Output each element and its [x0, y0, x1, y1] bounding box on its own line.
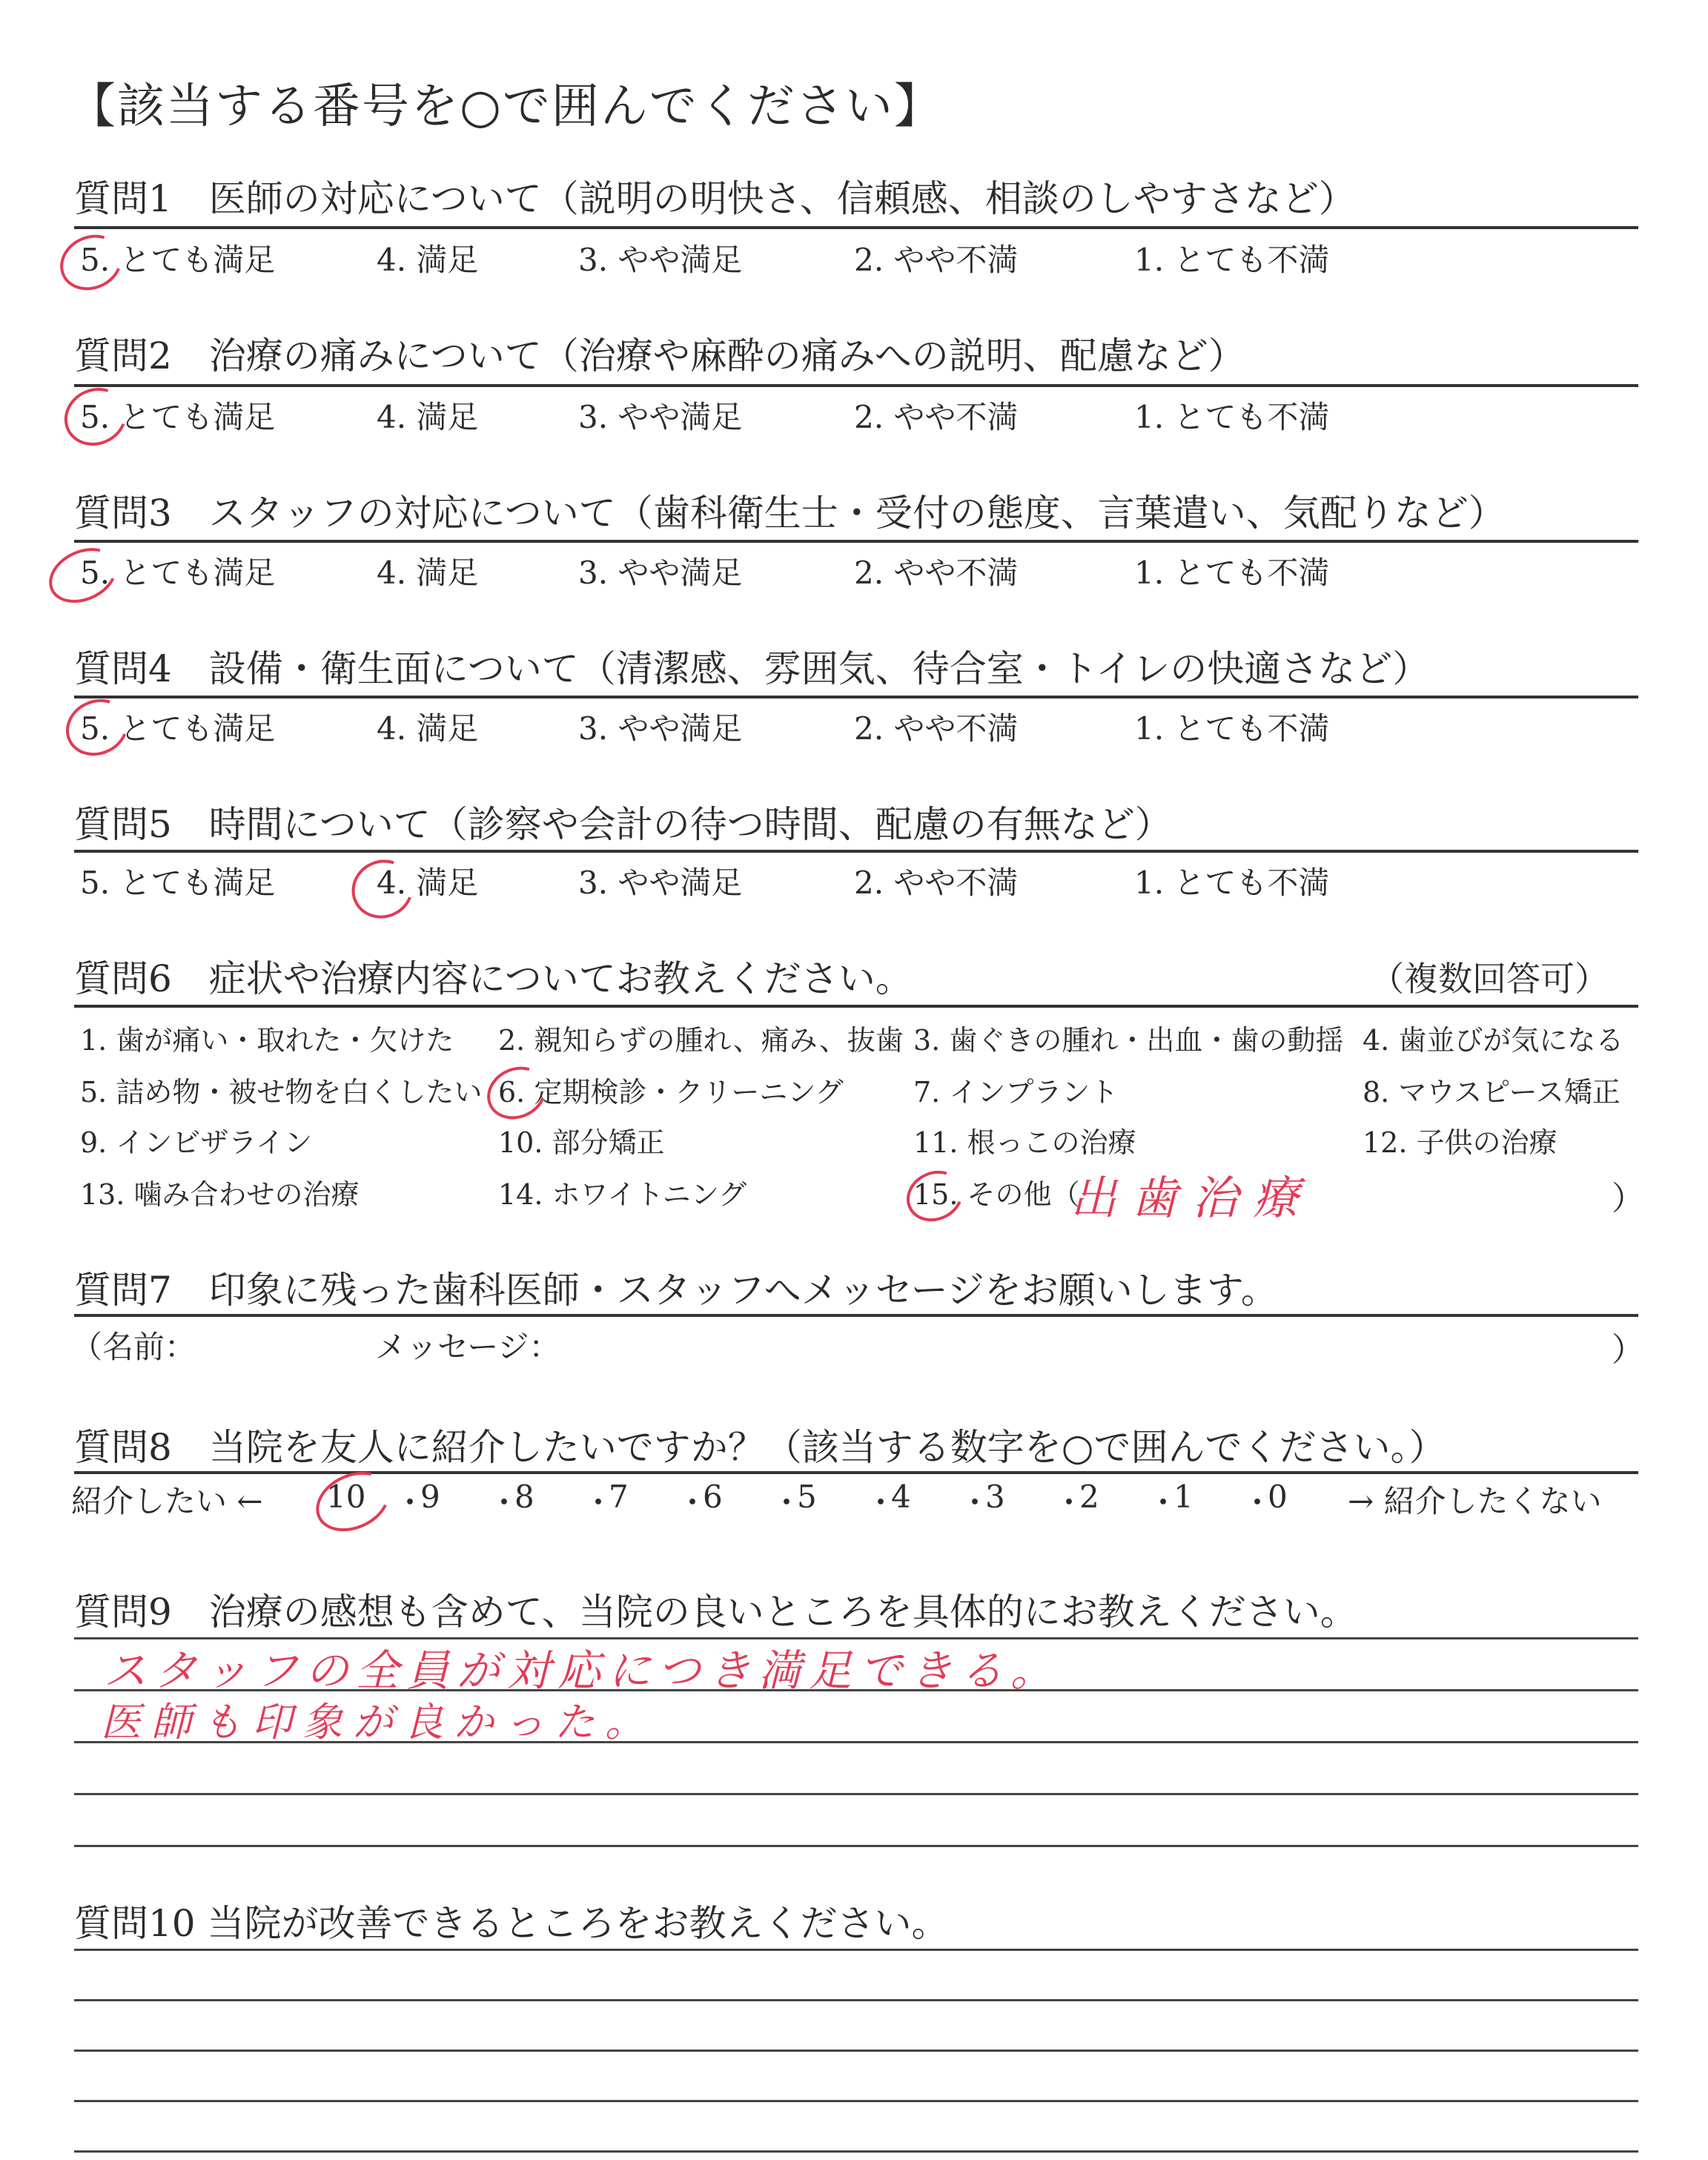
q8-scale-separator: ・ — [1053, 1484, 1085, 1521]
q2-option-4[interactable]: 4. 満足 — [377, 399, 479, 435]
q10-line-1 — [74, 1949, 1638, 1951]
q5-option-4[interactable]: 4. 満足 — [377, 865, 479, 901]
q8-scale-separator: ・ — [394, 1484, 426, 1521]
q8-scale-separator: ・ — [865, 1484, 897, 1521]
q8-left-label: 紹介したい ← — [71, 1483, 263, 1519]
q1-option-5[interactable]: 5. とても満足 — [80, 242, 276, 278]
q8-scale-value-6[interactable]: 6 — [703, 1479, 723, 1515]
q3-option-4[interactable]: 4. 満足 — [377, 555, 479, 591]
q4-option-1[interactable]: 1. とても不満 — [1134, 710, 1330, 747]
q7-heading: 質問7 印象に残った歯科医師・スタッフへメッセージをお願いします。 — [74, 1269, 1278, 1312]
q4-selection-circle — [56, 689, 137, 765]
q8-scale-value-1[interactable]: 1 — [1174, 1479, 1194, 1515]
q3-option-1[interactable]: 1. とても不満 — [1134, 555, 1330, 591]
q5-heading: 質問5 時間について（診察や会計の待つ時間、配慮の有無など） — [74, 803, 1172, 846]
q2-selection-circle — [55, 377, 136, 455]
q9-line-5 — [74, 1845, 1638, 1847]
q3-rule — [74, 540, 1638, 543]
q1-option-2[interactable]: 2. やや不満 — [854, 242, 1019, 278]
q6-item-6-selection-circle — [478, 1057, 555, 1129]
q6-item-9[interactable]: 9. インビザライン — [80, 1126, 313, 1159]
q6-item-3[interactable]: 3. 歯ぐきの腫れ・出血・歯の動揺 — [913, 1024, 1344, 1057]
q6-item-14[interactable]: 14. ホワイトニング — [498, 1178, 747, 1211]
q6-heading: 質問6 症状や治療内容についてお教えください。 — [74, 957, 913, 1000]
q5-option-2[interactable]: 2. やや不満 — [854, 865, 1019, 901]
q8-scale-separator: ・ — [489, 1484, 520, 1521]
q10-line-2 — [74, 1999, 1638, 2001]
q1-option-4[interactable]: 4. 満足 — [377, 242, 479, 278]
q6-item-5[interactable]: 5. 詰め物・被せ物を白くしたい — [80, 1076, 483, 1109]
q7-message-label: メッセージ： — [375, 1329, 560, 1365]
q5-rule — [74, 850, 1638, 853]
q6-item-10[interactable]: 10. 部分矯正 — [498, 1126, 665, 1159]
q2-heading: 質問2 治療の痛みについて（治療や麻酔の痛みへの説明、配慮など） — [74, 334, 1245, 377]
q8-scale-value-5[interactable]: 5 — [797, 1479, 817, 1515]
q1-option-1[interactable]: 1. とても不満 — [1134, 242, 1330, 278]
q8-scale-separator: ・ — [771, 1484, 803, 1521]
q2-option-5[interactable]: 5. とても満足 — [80, 399, 276, 435]
q9-heading: 質問9 治療の感想も含めて、当院の良いところを具体的にお教えください。 — [74, 1591, 1357, 1634]
q10-heading: 質問10 当院が改善できるところをお教えください。 — [74, 1902, 949, 1945]
q8-scale-value-9[interactable]: 9 — [420, 1479, 440, 1515]
q8-scale-separator: ・ — [959, 1484, 991, 1521]
q6-item-8[interactable]: 8. マウスピース矯正 — [1363, 1076, 1621, 1109]
q4-option-4[interactable]: 4. 満足 — [377, 710, 479, 747]
q1-rule — [74, 226, 1638, 229]
q10-line-3 — [74, 2050, 1638, 2052]
q8-scale-value-0[interactable]: 0 — [1268, 1479, 1288, 1515]
q4-option-2[interactable]: 2. やや不満 — [854, 710, 1019, 747]
q6-item-4[interactable]: 4. 歯並びが気になる — [1363, 1024, 1624, 1057]
q6-item-1[interactable]: 1. 歯が痛い・取れた・欠けた — [80, 1024, 454, 1057]
q4-heading: 質問4 設備・衛生面について（清潔感、雰囲気、待合室・トイレの快適さなど） — [74, 647, 1430, 690]
q6-item-7[interactable]: 7. インプラント — [913, 1076, 1119, 1109]
q2-option-3[interactable]: 3. やや満足 — [578, 399, 743, 435]
q1-heading: 質問1 医師の対応について（説明の明快さ、信頼感、相談のしやすさなど） — [74, 177, 1356, 220]
q2-rule — [74, 384, 1638, 387]
q10-line-4 — [74, 2100, 1638, 2102]
q8-heading: 質問8 当院を友人に紹介したいですか？（該当する数字を○で囲んでください。） — [74, 1426, 1446, 1469]
q9-handwritten-answer-line-1: スタッフの全員が対応につき満足できる。 — [104, 1645, 1061, 1696]
q6-other-close-paren: ） — [1612, 1180, 1644, 1218]
q4-rule — [74, 696, 1638, 698]
q8-scale-value-7[interactable]: 7 — [609, 1479, 629, 1515]
q6-item-6[interactable]: 6. 定期検診・クリーニング — [498, 1076, 844, 1109]
q8-scale-value-4[interactable]: 4 — [891, 1479, 911, 1515]
q5-option-5[interactable]: 5. とても満足 — [80, 865, 276, 901]
q8-rule — [74, 1471, 1638, 1474]
q6-item-13[interactable]: 13. 噛み合わせの治療 — [80, 1178, 360, 1211]
q6-other-handwritten-answer: 出歯治療 — [1070, 1171, 1314, 1225]
q6-item-12[interactable]: 12. 子供の治療 — [1363, 1126, 1558, 1159]
q3-option-5[interactable]: 5. とても満足 — [80, 555, 276, 591]
q5-option-1[interactable]: 1. とても不満 — [1134, 865, 1330, 901]
q3-option-2[interactable]: 2. やや不満 — [854, 555, 1019, 591]
q8-right-label: → 紹介したくない — [1348, 1483, 1602, 1519]
q2-option-1[interactable]: 1. とても不満 — [1134, 399, 1330, 435]
q3-option-3[interactable]: 3. やや満足 — [578, 555, 743, 591]
q6-item-2[interactable]: 2. 親知らずの腫れ、痛み、抜歯 — [498, 1024, 904, 1057]
q8-scale-value-10[interactable]: 10 — [326, 1479, 366, 1515]
q2-option-2[interactable]: 2. やや不満 — [854, 399, 1019, 435]
q8-scale-separator: ・ — [583, 1484, 615, 1521]
q7-rule — [74, 1314, 1638, 1317]
q8-scale-separator: ・ — [1242, 1484, 1274, 1521]
q8-scale-separator: ・ — [1148, 1484, 1179, 1521]
q10-line-5 — [74, 2150, 1638, 2153]
q9-handwritten-answer-line-2: 医師も印象が良かった。 — [101, 1699, 655, 1745]
q5-option-3[interactable]: 3. やや満足 — [578, 865, 743, 901]
q8-scale-value-2[interactable]: 2 — [1079, 1479, 1099, 1515]
q7-close-paren: ） — [1612, 1331, 1644, 1369]
q6-item-15[interactable]: 15. その他（ — [913, 1178, 1080, 1211]
q7-name-label: （名前： — [71, 1329, 196, 1365]
q6-rule — [74, 1005, 1638, 1008]
q4-option-5[interactable]: 5. とても満足 — [80, 710, 276, 747]
page-title: 【該当する番号を○で囲んでください】 — [68, 79, 943, 134]
q3-heading: 質問3 スタッフの対応について（歯科衛生士・受付の態度、言葉遣い、気配りなど） — [74, 492, 1506, 535]
q8-scale-value-3[interactable]: 3 — [985, 1479, 1005, 1515]
q8-scale-separator: ・ — [677, 1484, 709, 1521]
q9-line-4 — [74, 1793, 1638, 1795]
q6-multiple-answers-note: （複数回答可） — [1370, 959, 1609, 999]
q6-item-11[interactable]: 11. 根っこの治療 — [913, 1126, 1136, 1159]
q8-scale-value-8[interactable]: 8 — [514, 1479, 534, 1515]
q4-option-3[interactable]: 3. やや満足 — [578, 710, 743, 747]
q1-option-3[interactable]: 3. やや満足 — [578, 242, 743, 278]
